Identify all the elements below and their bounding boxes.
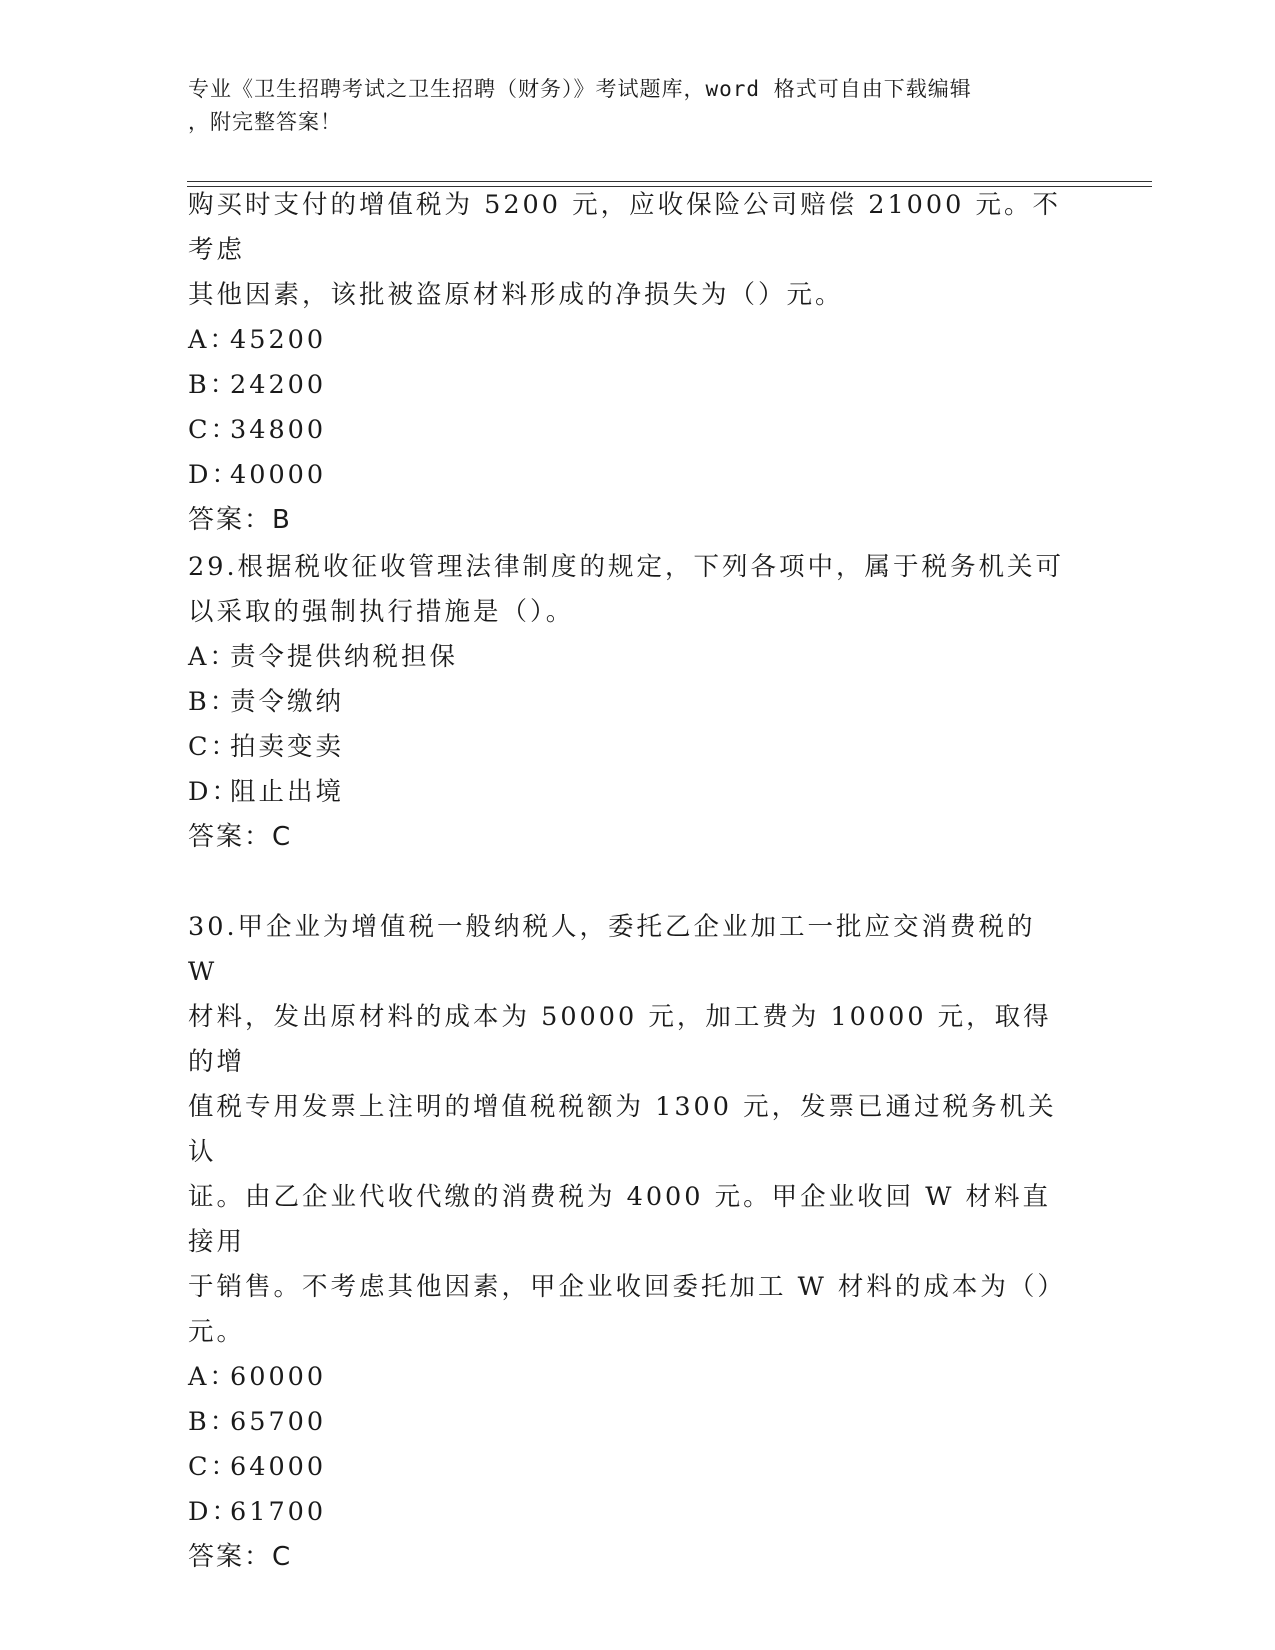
option-c (188, 1445, 1068, 1490)
option-c (188, 725, 1068, 770)
stem-line: 元。 (188, 1317, 246, 1347)
option-letter: D： (188, 777, 240, 807)
option-text: 34800 (230, 415, 327, 445)
stem-line: 29.根据税收征收管理法律制度的规定，下列各项中，属于税务机关可 (188, 552, 1065, 582)
option-text: 40000 (230, 460, 327, 490)
question-29-block (188, 545, 1068, 860)
stem-line: 值税专用发票上注明的增值税税额为 1300 元，发票已通过税务机关认 (188, 1092, 1057, 1167)
option-letter: C： (188, 415, 240, 445)
option-letter: A： (188, 642, 238, 672)
option-a (188, 635, 1068, 680)
stem-line: 其他因素，该批被盗原材料形成的净损失为（）元。 (188, 280, 844, 310)
answer-line: 答案：C (188, 822, 293, 852)
option-text: 65700 (230, 1407, 327, 1437)
option-text: 拍卖变卖 (230, 732, 345, 762)
option-letter: A： (188, 1362, 238, 1392)
header-rule-top (187, 181, 1152, 182)
answer-line: 答案：C (188, 1542, 293, 1572)
header-line-1: 专业《卫生招聘考试之卫生招聘（财务）》考试题库，word 格式可自由下载编辑 (188, 77, 972, 101)
stem-line: 证。由乙企业代收代缴的消费税为 4000 元。甲企业收回 W 材料直接用 (188, 1182, 1052, 1257)
option-b (188, 363, 1068, 408)
option-letter: A： (188, 325, 238, 355)
option-letter: D： (188, 460, 240, 490)
option-text: 责令缴纳 (230, 687, 345, 717)
option-text: 64000 (230, 1452, 327, 1482)
header-line-2: ，附完整答案！ (188, 110, 342, 134)
question-28-block (188, 183, 1068, 543)
option-a (188, 1355, 1068, 1400)
stem-line: 购买时支付的增值税为 5200 元，应收保险公司赔偿 21000 元。不考虑 (188, 190, 1061, 265)
stem-line: 30.甲企业为增值税一般纳税人，委托乙企业加工一批应交消费税的 W (188, 912, 1036, 987)
stem-line: 以采取的强制执行措施是（）。 (188, 597, 575, 627)
document-header (188, 73, 1068, 139)
option-text: 60000 (230, 1362, 327, 1392)
option-d (188, 1490, 1068, 1535)
option-text: 责令提供纳税担保 (230, 642, 459, 672)
question-stem (188, 545, 1068, 635)
option-b (188, 1400, 1068, 1445)
option-c (188, 408, 1068, 453)
option-text: 24200 (230, 370, 327, 400)
option-text: 61700 (230, 1497, 327, 1527)
option-text: 45200 (230, 325, 327, 355)
option-letter: B： (188, 370, 239, 400)
option-letter: D： (188, 1497, 240, 1527)
option-letter: B： (188, 1407, 239, 1437)
answer-line: 答案：B (188, 505, 292, 535)
option-letter: B： (188, 687, 239, 717)
stem-line: 于销售。不考虑其他因素，甲企业收回委托加工 W 材料的成本为（） (188, 1272, 1066, 1302)
stem-line: 材料，发出原材料的成本为 50000 元，加工费为 10000 元，取得的增 (188, 1002, 1052, 1077)
option-d (188, 770, 1068, 815)
option-d (188, 453, 1068, 498)
option-text: 阻止出境 (230, 777, 345, 807)
question-stem (188, 183, 1068, 318)
question-stem (188, 905, 1068, 1355)
option-b (188, 680, 1068, 725)
question-30-block (188, 905, 1068, 1580)
option-a (188, 318, 1068, 363)
option-letter: C： (188, 732, 240, 762)
option-letter: C： (188, 1452, 240, 1482)
